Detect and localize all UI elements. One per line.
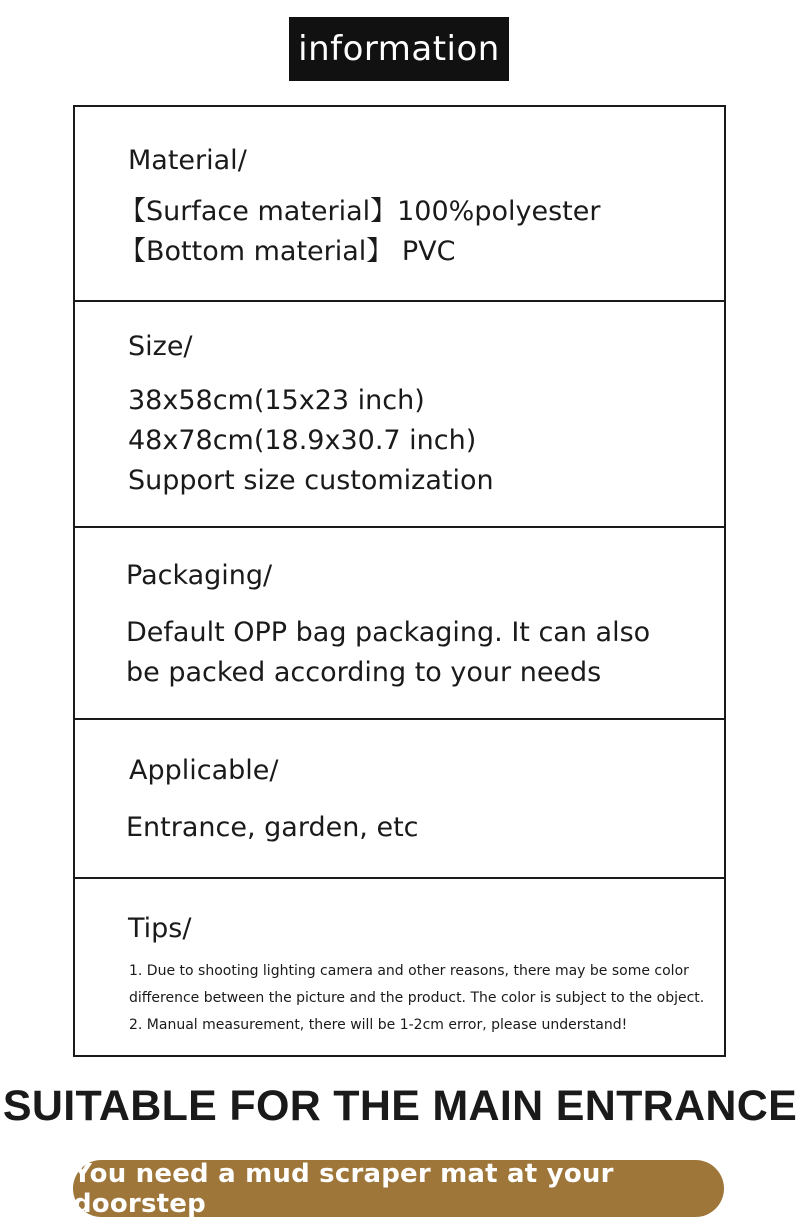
section-line: 【Bottom material】 PVC (119, 236, 456, 267)
section-title: Packaging/ (126, 560, 273, 591)
section-title: Applicable/ (129, 755, 279, 786)
section-packaging (75, 528, 724, 720)
section-line: difference between the picture and the product. The color is subject to the object. (129, 990, 705, 1006)
section-size (75, 302, 724, 528)
section-line: be packed according to your needs (126, 657, 602, 688)
tagline-pill: You need a mud scraper mat at your doorstep (73, 1160, 724, 1217)
info-table (73, 105, 726, 1057)
section-title: Size/ (128, 331, 193, 362)
section-line: 48x78cm(18.9x30.7 inch) (128, 425, 477, 456)
section-line: 1. Due to shooting lighting camera and other reasons, there may be some color (129, 963, 689, 979)
section-title: Material/ (128, 145, 247, 176)
section-title: Tips/ (128, 913, 192, 944)
section-line: Support size customization (128, 465, 494, 496)
section-line: Entrance, garden, etc (126, 812, 419, 843)
headline-banner: SUITABLE FOR THE MAIN ENTRANCE (2, 1082, 798, 1130)
section-line: 38x58cm(15x23 inch) (128, 385, 425, 416)
section-applicable (75, 720, 724, 879)
section-line: Default OPP bag packaging. It can also (126, 617, 651, 648)
section-tips (75, 879, 724, 1055)
page-title: information (289, 17, 509, 81)
section-line: 2. Manual measurement, there will be 1-2cm error, please understand! (129, 1017, 628, 1033)
section-material (75, 107, 724, 302)
section-line: 【Surface material】100%polyester (119, 196, 601, 227)
